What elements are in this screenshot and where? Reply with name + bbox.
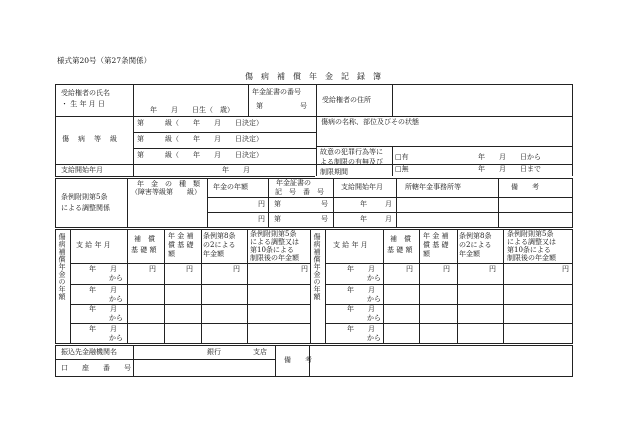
- nen-1: 年: [360, 200, 367, 208]
- account-number-label: 口 座 番 号: [61, 364, 131, 372]
- office-label: 所轄年金事務所等: [405, 183, 461, 191]
- birth-date-field[interactable]: 年 月 日生（ 歳）: [150, 106, 234, 114]
- intentional-crime-label-3: 制限期間: [320, 168, 348, 176]
- row-1-ym-left[interactable]: 年 月: [89, 265, 117, 273]
- supp-header-right-2: による調整又は: [507, 238, 556, 246]
- grade-row-1[interactable]: 第 級（ 年 月 日決定）: [137, 119, 263, 127]
- row-4-kara-right: から: [367, 334, 381, 342]
- injury-grade-label: 傷 病 等 級: [62, 135, 118, 143]
- base-header-right-2: 基 礎 額: [387, 246, 413, 254]
- pay-ym-header-left: 支 給 年 月: [76, 241, 111, 249]
- remarks-bottom-label: 備 考: [284, 356, 312, 364]
- pension-type-label-2: （障害等級第 級）: [131, 188, 201, 196]
- base-header-right-1: 補 償: [390, 235, 411, 243]
- yen-1: 円: [258, 200, 265, 208]
- supp-art5-label-2: による調整関係: [61, 204, 110, 212]
- row-2-kara-left: から: [109, 295, 123, 303]
- dai-1: 第: [274, 200, 281, 208]
- supp-header-right-4: 制限後の年金額: [507, 254, 556, 262]
- supp-header-right-3: 第10条による: [507, 246, 551, 254]
- bank-label: 銀行: [207, 348, 221, 356]
- annual-amount-vertical-label-right: 傷病補償年金の年額: [313, 233, 321, 301]
- pension-amount-label: 年金の年額: [213, 183, 248, 191]
- grade-row-2[interactable]: 第 級（ 年 月 日決定）: [137, 135, 263, 143]
- row-4-ym-left[interactable]: 年 月: [89, 325, 117, 333]
- injury-name-label: 傷病の名称、部位及びその状態: [321, 118, 419, 126]
- recipient-name-label: 受給権者の氏名: [61, 89, 110, 97]
- checkbox-no[interactable]: □無: [395, 165, 409, 173]
- row-1-yen-base-right: 円: [406, 265, 413, 273]
- tsuki-2: 月: [385, 215, 392, 223]
- supp-header-left-1: 条例附則第5条: [250, 230, 297, 238]
- cert-no-label-1: 年金証書の: [276, 179, 311, 187]
- row-1-yen-art8-left: 円: [233, 265, 240, 273]
- pbase-header-left-2: 償 基 礎: [168, 241, 194, 249]
- row-3-ym-left[interactable]: 年 月: [89, 305, 117, 313]
- art8-header-left-2: の2による: [203, 241, 236, 249]
- supp-header-left-2: による調整又は: [250, 238, 299, 246]
- row-3-ym-right[interactable]: 年 月: [347, 305, 375, 313]
- row-1-yen-supp-right: 円: [562, 265, 569, 273]
- bank-name-label: 振込先金融機関名: [61, 348, 117, 356]
- intentional-crime-label-2: よる制限の有無及び: [320, 158, 383, 166]
- row-2-ym-right[interactable]: 年 月: [347, 286, 375, 294]
- row-1-yen-supp-left: 円: [301, 265, 308, 273]
- payment-start-value[interactable]: 年 月: [222, 166, 250, 174]
- row-2-ym-left[interactable]: 年 月: [89, 286, 117, 294]
- nen-2: 年: [360, 215, 367, 223]
- pbase-header-right-3: 額: [423, 250, 430, 258]
- art8-header-right-2: の2による: [459, 241, 492, 249]
- art8-header-right-3: 年金額: [459, 250, 480, 258]
- base-header-left-2: 基 礎 額: [131, 246, 157, 254]
- row-1-yen-pbase-right: 円: [443, 265, 450, 273]
- annual-amount-vertical-label-left: 傷病補償年金の年額: [58, 233, 66, 301]
- supp-header-right-1: 条例附則第5条: [507, 230, 554, 238]
- page-title: 傷病補償年金記録簿: [245, 72, 389, 81]
- cert-no-label-2: 記 号 番 号: [275, 188, 324, 196]
- form-number: 様式第20号（第27条関係）: [57, 56, 152, 65]
- recipient-address-label: 受給権者の住所: [322, 96, 371, 104]
- row-4-kara-left: から: [109, 334, 123, 342]
- row-2-kara-right: から: [367, 295, 381, 303]
- row-1-ym-right[interactable]: 年 月: [347, 265, 375, 273]
- row-1-kara-left: から: [109, 274, 123, 282]
- supp-header-left-3: 第10条による: [250, 246, 294, 254]
- go-1: 号: [321, 200, 328, 208]
- period-to[interactable]: 年 月 日まで: [478, 165, 541, 173]
- pbase-header-left-1: 年 金 補: [168, 232, 194, 240]
- yen-2: 円: [258, 215, 265, 223]
- go-2: 号: [321, 215, 328, 223]
- row-1-kara-right: から: [367, 274, 381, 282]
- cert-number-go: 号: [300, 102, 307, 110]
- pension-type-label-1: 年 金 の 種 類: [137, 180, 200, 188]
- remarks-label: 備 考: [511, 183, 539, 191]
- supp-header-left-4: 制限後の年金額: [250, 254, 299, 262]
- recipient-birth-label: ・ 生 年 月 日: [61, 100, 105, 108]
- art8-header-left-1: 条例第8条: [203, 232, 236, 240]
- period-from[interactable]: 年 月 日から: [478, 153, 541, 161]
- cert-number-dai: 第: [256, 102, 263, 110]
- payment-start-label: 支給開始年月: [61, 166, 103, 174]
- intentional-crime-label-1: 故意の犯罪行為等に: [320, 148, 383, 156]
- pension-cert-number-label: 年金証書の番号: [252, 88, 301, 96]
- pay-start-col-label: 支給開始年月: [341, 183, 383, 191]
- row-3-kara-left: から: [109, 314, 123, 322]
- row-3-kara-right: から: [367, 314, 381, 322]
- row-1-yen-art8-right: 円: [489, 265, 496, 273]
- branch-label: 支店: [253, 348, 267, 356]
- grade-row-3[interactable]: 第 級（ 年 月 日決定）: [137, 151, 263, 159]
- pay-ym-header-right: 支 給 年 月: [333, 241, 368, 249]
- pbase-header-right-2: 償 基 礎: [423, 241, 449, 249]
- pbase-header-left-3: 額: [168, 250, 175, 258]
- pbase-header-right-1: 年 金 補: [423, 232, 449, 240]
- art8-header-right-1: 条例第8条: [459, 232, 492, 240]
- tsuki-1: 月: [385, 200, 392, 208]
- checkbox-yes[interactable]: □有: [395, 153, 409, 161]
- row-4-ym-right[interactable]: 年 月: [347, 325, 375, 333]
- art8-header-left-3: 年金額: [203, 250, 224, 258]
- base-header-left-1: 補 償: [134, 235, 155, 243]
- dai-2: 第: [274, 215, 281, 223]
- row-1-yen-pbase-left: 円: [186, 265, 193, 273]
- row-1-yen-base-left: 円: [149, 265, 156, 273]
- supp-art5-label-1: 条例附則第5条: [61, 193, 108, 201]
